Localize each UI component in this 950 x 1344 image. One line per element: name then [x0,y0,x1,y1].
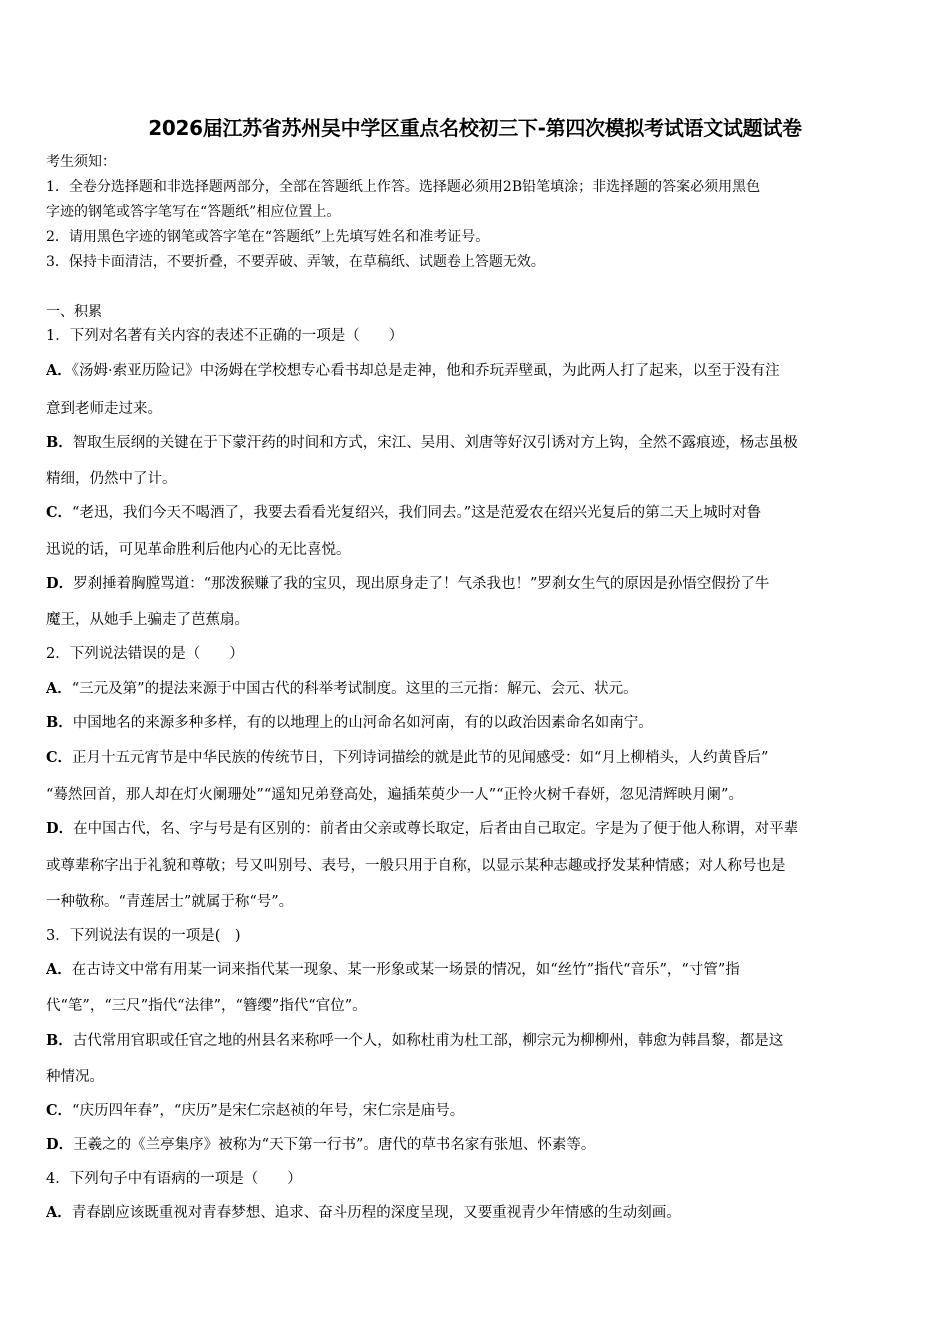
option-label: C． [46,1102,73,1119]
option-text: 一种敬称。“青莲居士”就属于称“号”。 [46,894,294,910]
option-text: 在古诗文中常有用某一词来指代某一现象、某一形象或某一场景的情况，如“丝竹”指代“音乐”，“寸管”指 [71,962,740,978]
option-label: A． [46,961,72,978]
option-text: 王羲之的《兰亭集序》被称为“天下第一行书”。唐代的草书名家有张旭、怀素等。 [73,1137,596,1153]
option-text: “老迅，我们今天不喝酒了，我要去看看光复绍兴，我们同去。”这是范爱农在绍兴光复后的第二天上城时对鲁 [72,505,762,521]
question-2-option-d [46,819,908,839]
option-label: A． [46,362,72,379]
option-text: 古代常用官职或任官之地的州县名来称呼一个人，如称杜甫为杜工部，柳宗元为柳柳州，韩愈为韩昌黎，都是这 [72,1033,784,1049]
question-1-option-d [46,574,908,594]
option-label: B． [46,1032,73,1049]
option-text: “庆历四年春”，“庆历”是宋仁宗赵祯的年号，宋仁宗是庙号。 [72,1103,465,1119]
notice-line: 3．保持卡面清洁，不要折叠，不要弄破、弄皱，在草稿纸、试题卷上答题无效。 [46,254,545,270]
option-text: 智取生辰纲的关键在于下蒙汗药的时间和方式，宋江、吴用、刘唐等好汉引诱对方上钩，全然不露痕迹，杨志虽极 [72,435,798,451]
notice-line: 字迹的钢笔或答字笔写在“答题纸”相应位置上。 [46,204,341,220]
question-3-option-d [46,1135,908,1155]
notice-line: 1．全卷分选择题和非选择题两部分，全部在答题纸上作答。选择题必须用2B铅笔填涂；非选择题的答案必须用黑色 [46,179,761,195]
question-4-stem: 4．下列句子中有语病的一项是（ ） [46,1171,302,1187]
option-text: 中国地名的来源多种多样，有的以地理上的山河命名如河南，有的以政治因素命名如南宁。 [72,715,653,731]
option-text: 代“笔”，“三尺”指代“法律”，“簪缨”指代“官位”。 [46,998,367,1014]
option-label: B． [46,434,73,451]
question-3-option-a [46,960,908,980]
option-label: A． [46,1204,72,1221]
option-label: D． [46,820,74,837]
option-text: 魔王，从她手上骗走了芭蕉扇。 [46,612,249,628]
option-text: 种情况。 [46,1069,104,1085]
question-2-option-a [46,679,908,699]
question-3-stem: 3．下列说法有误的一项是( ) [46,928,241,944]
option-label: A． [46,680,72,697]
question-1-option-a [46,361,908,381]
question-1-stem: 1．下列对名著有关内容的表述不正确的一项是（ ） [46,328,404,344]
option-label: B． [46,714,73,731]
notice-heading: 考生须知： [46,154,116,170]
option-text: 在中国古代，名、字与号是有区别的：前者由父亲或尊长取定，后者由自己取定。字是为了便于他人称谓，对平辈 [73,821,799,837]
option-text: 迅说的话，可见革命胜利后他内心的无比喜悦。 [46,542,351,558]
option-label: C． [46,504,73,521]
question-2-stem: 2．下列说法错误的是（ ） [46,646,244,662]
option-label: C． [46,749,73,766]
question-3-option-c [46,1101,908,1121]
section-heading: 一、积累 [46,304,102,320]
option-text: 正月十五元宵节是中华民族的传统节日，下列诗词描绘的就是此节的见闻感受：如“月上柳梢头，人约黄昏后” [72,750,769,766]
option-text: 精细，仍然中了计。 [46,471,177,487]
option-text: 罗刹捶着胸膛骂道：“那泼猴赚了我的宝贝，现出原身走了！气杀我也！”罗刹女生气的原因是孙悟空假扮了牛 [73,576,770,592]
option-text: “三元及第”的提法来源于中国古代的科举考试制度。这里的三元指：解元、会元、状元。 [71,681,638,697]
question-2-option-c [46,748,908,768]
option-text: “蓦然回首，那人却在灯火阑珊处”“遥知兄弟登高处，遍插茱萸少一人”“正怜火树千春妍，忽见清辉映月阑”。 [46,787,743,803]
option-text: 意到老师走过来。 [46,401,162,417]
page-title: 2026届江苏省苏州吴中学区重点名校初三下-第四次模拟考试语文试题试卷 [148,116,802,140]
question-1-option-c [46,503,908,523]
notice-line: 2．请用黑色字迹的钢笔或答字笔在“答题纸”上先填写姓名和准考证号。 [46,229,490,245]
option-text: 或尊辈称字出于礼貌和尊敬；号又叫别号、表号，一般只用于自称，以显示某种志趣或抒发某种情感；对人称号也是 [46,858,786,874]
option-label: D． [46,575,74,592]
option-text: 《汤姆·索亚历险记》中汤姆在学校想专心看书却总是走神，他和乔玩弄壁虱，为此两人打了起来，以至于没有注 [71,363,780,379]
question-2-option-b [46,713,908,733]
question-4-option-a [46,1203,908,1223]
option-label: D． [46,1136,74,1153]
question-3-option-b [46,1031,908,1051]
question-1-option-b [46,433,908,453]
option-text: 青春剧应该既重视对青春梦想、追求、奋斗历程的深度呈现，又要重视青少年情感的生动刻画。 [71,1205,681,1221]
